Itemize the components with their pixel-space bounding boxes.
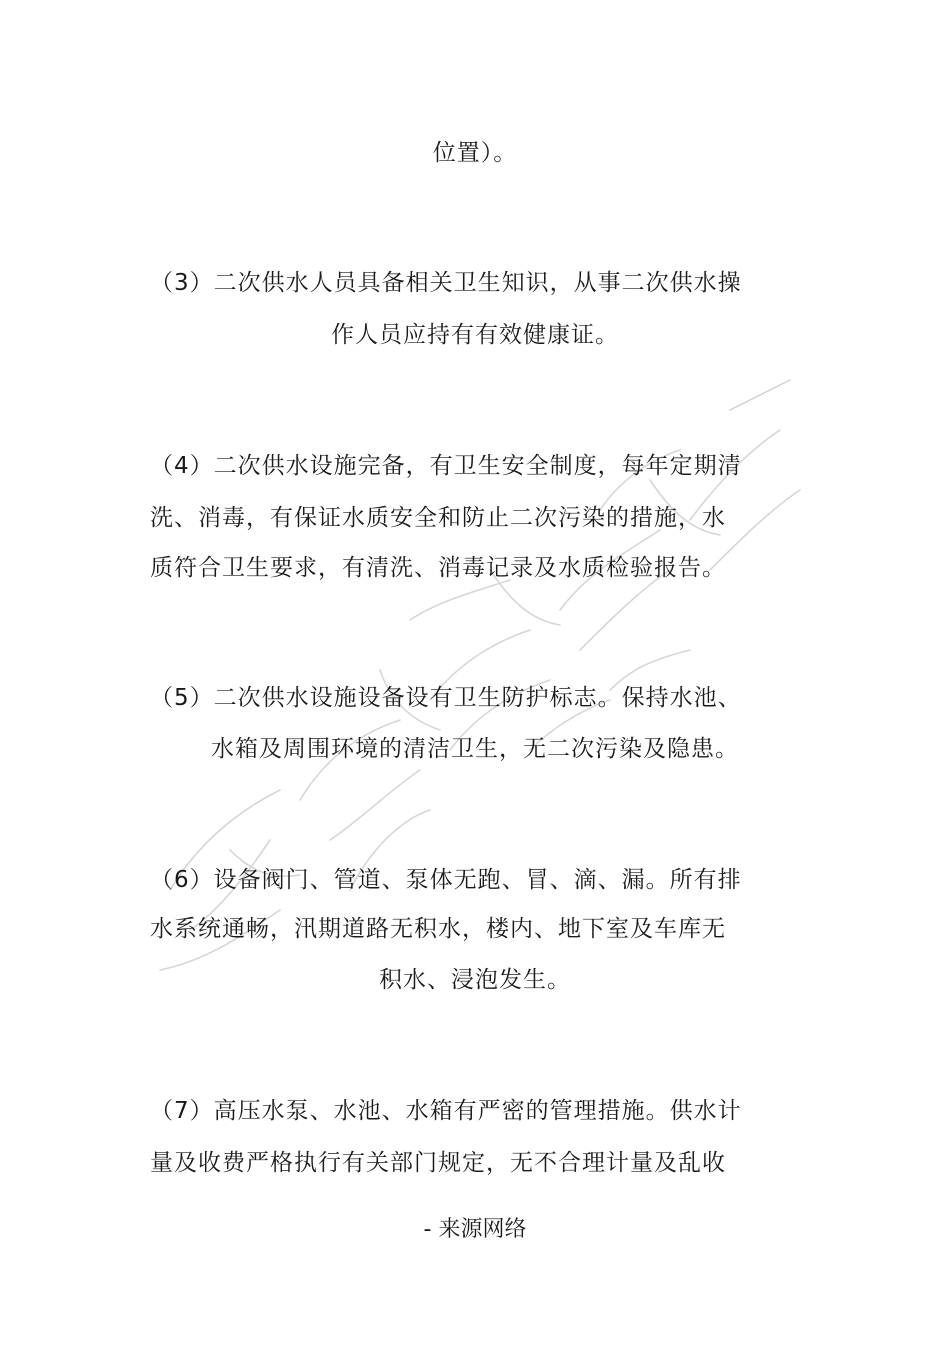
text-line-6: 质符合卫生要求，有清洗、消毒记录及水质检验报告。 xyxy=(150,555,726,581)
text-line-13: 量及收费严格执行有关部门规定，无不合理计量及乱收 xyxy=(150,1150,726,1176)
text-line-1: 位置）。 xyxy=(432,140,518,166)
text-line-10: 水系统通畅，汛期道路无积水，楼内、地下室及车库无 xyxy=(150,916,726,942)
text-line-3: 作人员应持有有效健康证。 xyxy=(331,322,619,348)
text-line-8: 水箱及周围环境的清洁卫生，无二次污染及隐患。 xyxy=(211,736,739,762)
text-line-4: （4）二次供水设施完备，有卫生安全制度，每年定期清 xyxy=(150,453,742,479)
text-line-2: （3）二次供水人员具备相关卫生知识，从事二次供水操 xyxy=(150,270,742,296)
page-footer: - 来源网络 xyxy=(423,1217,527,1242)
text-line-11: 积水、浸泡发生。 xyxy=(379,967,571,993)
text-line-12: （7）高压水泵、水池、水箱有严密的管理措施。供水计 xyxy=(150,1098,742,1124)
text-line-7: （5）二次供水设施设备设有卫生防护标志。保持水池、 xyxy=(150,685,742,711)
text-line-9: （6）设备阀门、管道、泵体无跑、冒、滴、漏。所有排 xyxy=(150,867,742,893)
text-line-5: 洗、消毒，有保证水质安全和防止二次污染的措施，水 xyxy=(150,505,726,531)
